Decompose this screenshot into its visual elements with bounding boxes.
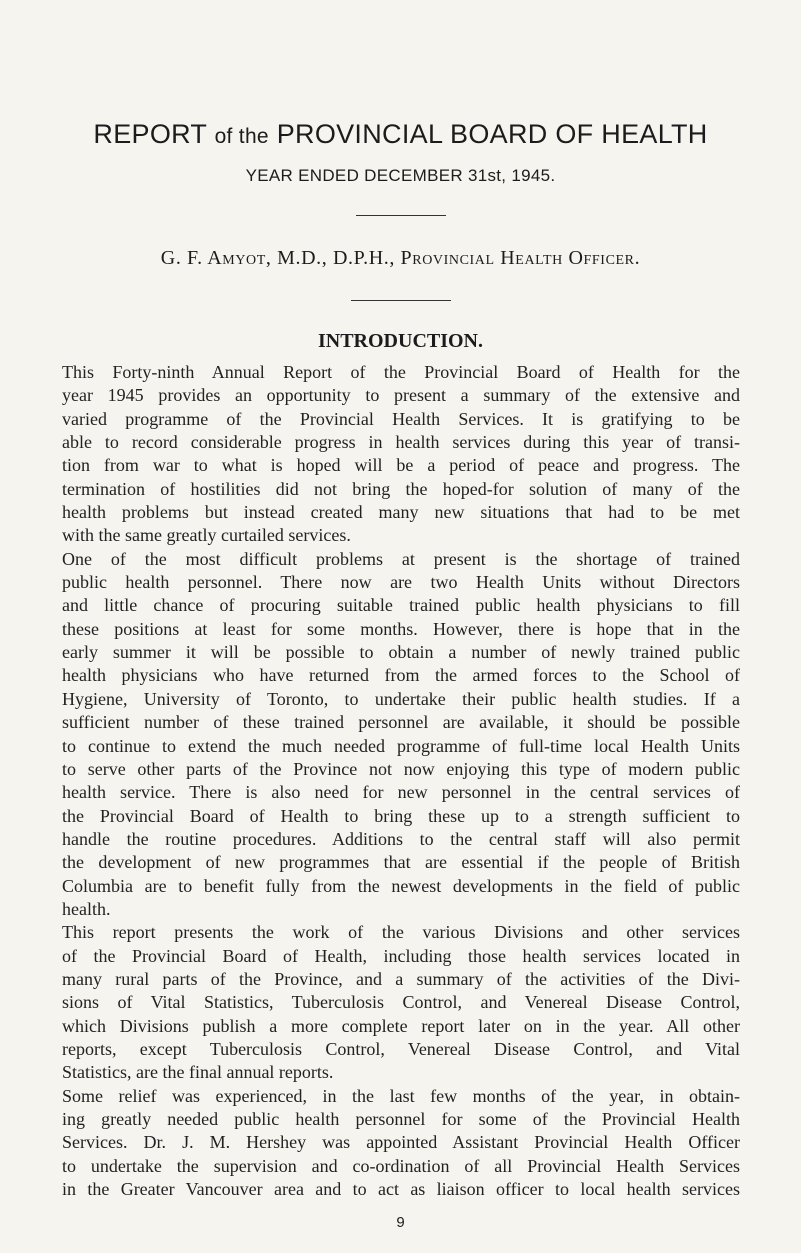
text-line: year 1945 provides an opportunity to present a summary of the extensive and [62, 385, 740, 406]
text-line: health service. There is also need for new personnel in the central services of [62, 782, 740, 803]
text-line: these positions at least for some months. However, there is hope that in the [62, 618, 740, 639]
text-line: to continue to extend the much needed programme of full-time local Health Units [62, 735, 740, 756]
text-line: ing greatly needed public health personnel for some of the Provincial Health [62, 1109, 740, 1129]
title-report: REPORT [93, 119, 207, 149]
title-of-the: of the [214, 125, 269, 148]
text-line: Columbia are to benefit fully from the newest developments in the field of public [62, 875, 740, 896]
paragraph [62, 361, 740, 548]
text-line: health. [62, 898, 111, 919]
text-line: and little chance of procuring suitable trained public health physicians to fill [62, 595, 740, 616]
text-line: One of the most difficult problems at present is the shortage of trained [62, 548, 740, 569]
paragraph [62, 548, 740, 922]
divider [351, 300, 451, 301]
text-line: varied programme of the Provincial Health Services. It is gratifying to be [62, 408, 740, 429]
text-line: to undertake the supervision and co-ordination of all Provincial Health Services [62, 1155, 740, 1176]
text-line: reports, except Tuberculosis Control, Venereal Disease Control, and Vital [62, 1038, 740, 1059]
text-line: Hygiene, University of Toronto, to undertake their public health studies. If a [62, 688, 740, 709]
text-line: sions of Vital Statistics, Tuberculosis Control, and Venereal Disease Control, [62, 992, 740, 1013]
text-line: with the same greatly curtailed services. [62, 525, 351, 546]
text-line: the Provincial Board of Health to bring these up to a strength sufficient to [62, 805, 740, 826]
text-line: tion from war to what is hoped will be a period of peace and progress. The [62, 455, 740, 476]
text-line: handle the routine procedures. Additions to the central staff will also permit [62, 828, 740, 849]
paragraph [62, 1085, 740, 1202]
text-line: many rural parts of the Province, and a summary of the activities of the Divi- [62, 968, 740, 989]
text-line: early summer it will be possible to obtain a number of newly trained public [62, 642, 740, 663]
text-line: health physicians who have returned from the armed forces to the School of [62, 665, 740, 686]
text-line: termination of hostilities did not bring the hoped-for solution of many of the [62, 478, 740, 499]
text-line: Some relief was experienced, in the last few months of the year, in obtain- [62, 1085, 740, 1106]
text-line: of the Provincial Board of Health, including those health services located in [62, 945, 740, 966]
divider [356, 215, 446, 216]
text-line: the development of new programmes that are essential if the people of British [62, 852, 740, 873]
text-line: Statistics, are the final annual reports. [62, 1062, 334, 1083]
page-number: 9 [396, 1214, 405, 1232]
body-text [62, 361, 740, 1201]
text-line: public health personnel. There now are two Health Units without Directors [62, 572, 740, 593]
text-line: in the Greater Vancouver area and to act as liaison officer to local health services [62, 1179, 740, 1200]
title-board: PROVINCIAL BOARD OF HEALTH [276, 119, 708, 149]
text-line: to serve other parts of the Province not now enjoying this type of modern public [62, 758, 740, 779]
text-line: health problems but instead created many new situations that had to be met [62, 502, 740, 523]
text-line: sufficient number of these trained personnel are available, it should be possible [62, 712, 740, 733]
text-line: Services. Dr. J. M. Hershey was appointed Assistant Provincial Health Officer [62, 1132, 740, 1153]
report-title [0, 118, 801, 153]
author-line: G. F. Amyot, M.D., D.P.H., Provincial Health Officer. [160, 247, 641, 269]
text-line: able to record considerable progress in health services during this year of transi- [62, 432, 740, 453]
text-line: This report presents the work of the various Divisions and other services [62, 922, 740, 943]
report-subtitle: YEAR ENDED DECEMBER 31st, 1945. [245, 166, 556, 185]
text-line: This Forty-ninth Annual Report of the Provincial Board of Health for the [62, 362, 740, 382]
paragraph [62, 921, 740, 1084]
section-heading: INTRODUCTION. [317, 330, 484, 352]
text-line: which Divisions publish a more complete report later on in the year. All other [62, 1015, 740, 1036]
